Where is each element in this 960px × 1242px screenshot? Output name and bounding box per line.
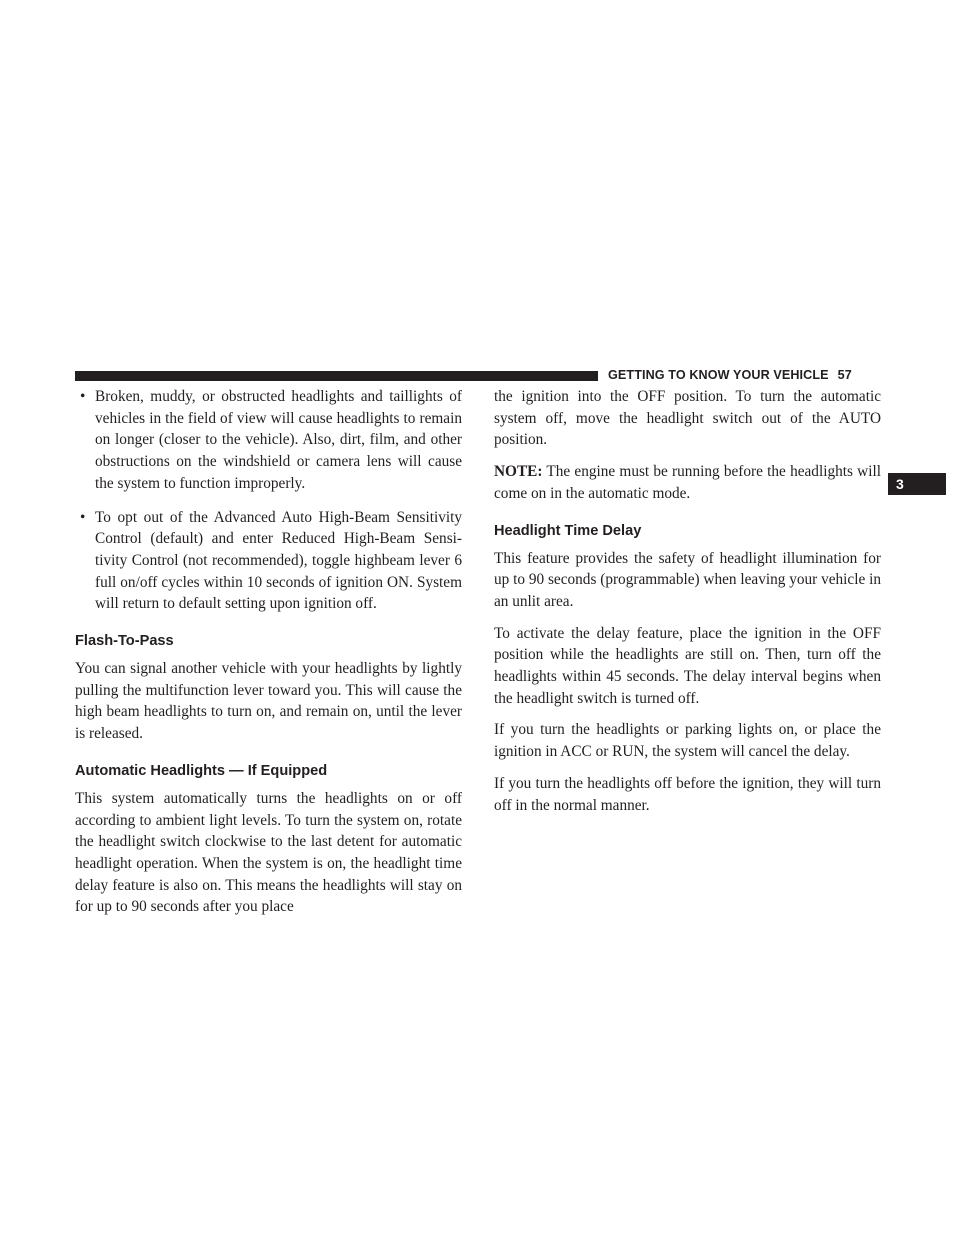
heading-automatic-headlights: Automatic Headlights — If Equipped <box>75 762 328 779</box>
paragraph: If you turn the headlights or parking lights on, or place the ignition in ACC or RUN, the system will cancel the delay. <box>494 721 881 761</box>
page-number: 57 <box>837 368 852 382</box>
bullet-dot-icon: • <box>80 388 86 405</box>
running-header <box>608 366 852 384</box>
chapter-number: 3 <box>896 476 904 492</box>
paragraph-flash-to-pass: You can signal another vehicle with your headlights by lightly pulling the multifunction lever toward you. This will cause the high beam headlights to turn on, and remain on, until the lever is released. <box>75 660 462 743</box>
heading-headlight-time-delay: Headlight Time Delay <box>494 522 642 539</box>
paragraph-automatic-headlights: This system automatically turns the headlights on or off according to ambient light levels. To turn the system on, rotate the headlight switch clockwise to the last detent for automatic headlight operation. When the system is on, the headlight time delay feature is also on. This means the headlights will stay on for up to 90 seconds after you place <box>75 789 462 916</box>
bullet-text: To opt out of the Advanced Auto High-Beam Sensitivity Control (default) and enter Reduced High-Beam Sensi-tivity Control (not recommended), toggle highbeam lever 6 full on/off cycles within 10 seconds of ignition ON. System will return to default setting upon ignition off. <box>95 508 462 613</box>
bullet-dot-icon: • <box>80 508 86 526</box>
bullet-text: Broken, muddy, or obstructed headlights and taillights of vehicles in the field of view will cause headlights to remain on longer (closer to the vehicle). Also, dirt, film, and other obstructions on the windshield or camera lens will cause the system to function improperly. <box>95 388 462 492</box>
note-label: NOTE: <box>494 463 543 481</box>
section-title: GETTING TO KNOW YOUR VEHICLE <box>608 368 829 382</box>
paragraph: This feature provides the safety of headlight illumination for up to 90 seconds (programmable) when leaving your vehicle in an unlit area. <box>494 549 881 610</box>
heading-flash-to-pass: Flash-To-Pass <box>75 633 174 650</box>
paragraph: To activate the delay feature, place the ignition in the OFF position while the headlights are still on. Then, turn off the headlights within 45 seconds. The delay interval begins when the headlight switch is turned off. <box>494 624 881 707</box>
paragraph-continued: the ignition into the OFF position. To turn the automatic system off, move the headlight switch out of the AUTO position. <box>494 388 881 449</box>
paragraph: If you turn the headlights off before the ignition, they will turn off in the normal manner. <box>494 774 881 814</box>
note <box>494 461 881 504</box>
chapter-tab <box>888 473 946 495</box>
bullet-item <box>75 507 462 616</box>
note-text: The engine must be running before the headlights will come on in the automatic mode. <box>494 463 881 502</box>
left-column <box>75 386 462 928</box>
header-rule <box>75 371 598 381</box>
bullet-item <box>75 386 462 495</box>
right-column <box>494 386 881 826</box>
